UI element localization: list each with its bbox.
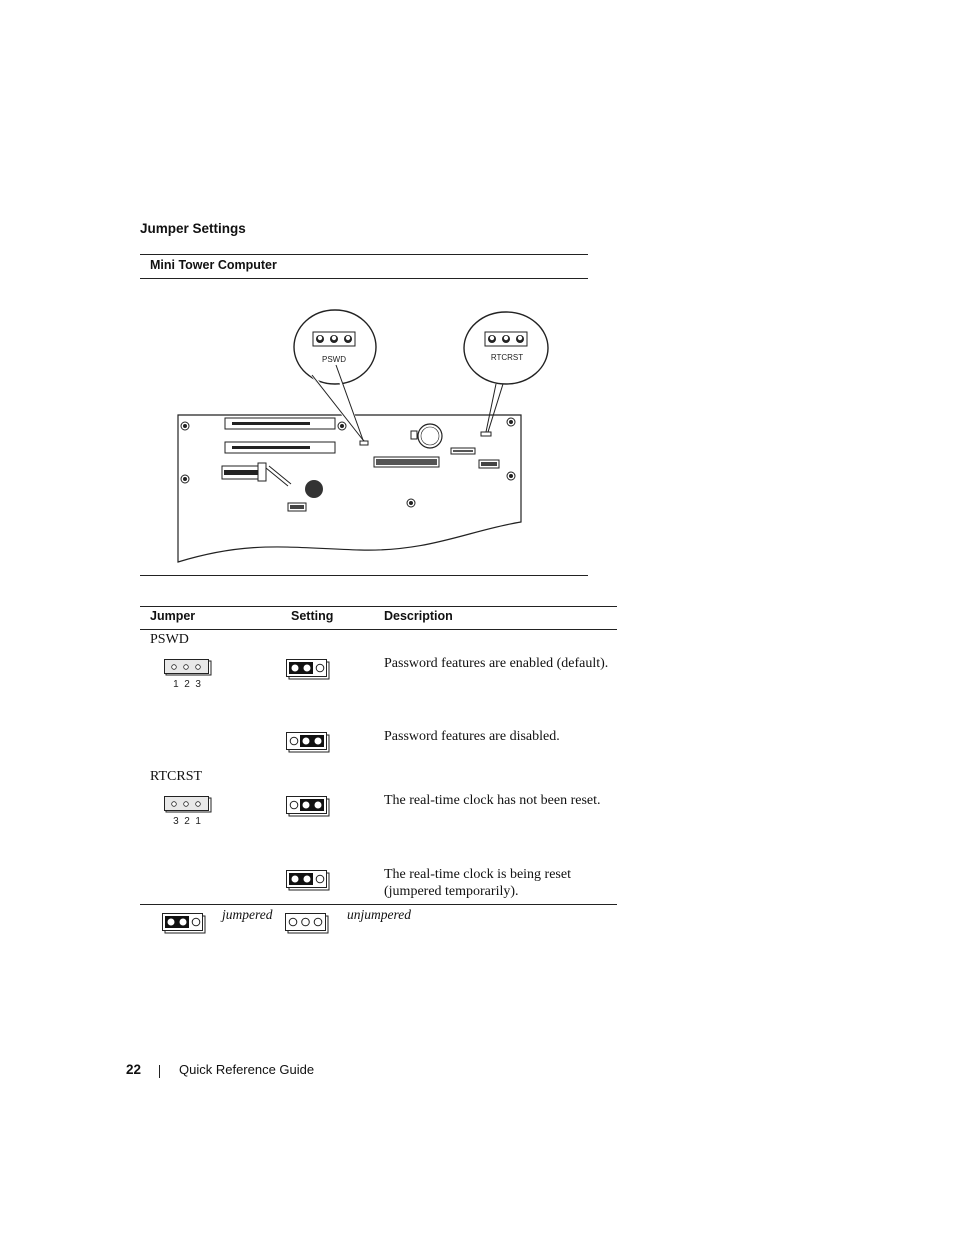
- pswd-setting-jumpered-2-3-icon: [286, 732, 332, 756]
- legend-label-unjumpered: unjumpered: [347, 907, 411, 922]
- jumper-name-pswd: PSWD: [150, 632, 189, 647]
- footer-page-number: 22: [126, 1062, 142, 1077]
- column-header-jumper: Jumper: [150, 609, 196, 623]
- legend-jumpered-icon: [162, 913, 208, 937]
- pswd-pin-numbers: 1 2 3: [173, 679, 201, 690]
- callout-label-rtcrst: RTCRST: [490, 353, 524, 362]
- pswd-setting-jumpered-1-2-icon: [286, 659, 332, 683]
- legend-unjumpered-icon: [285, 913, 331, 937]
- table-top-rule: [140, 606, 617, 607]
- pswd-description-enabled: Password features are enabled (default).: [384, 656, 609, 671]
- rtcrst-callout: [464, 312, 548, 432]
- rtcrst-pin-numbers: 3 2 1: [173, 816, 201, 827]
- pswd-description-disabled: Password features are disabled.: [384, 729, 560, 744]
- column-header-setting: Setting: [291, 609, 334, 623]
- table-bottom-rule: [140, 904, 617, 905]
- rtcrst-setting-jumpered-2-1-icon: [286, 796, 332, 820]
- jumper-name-rtcrst: RTCRST: [150, 769, 203, 784]
- callout-label-pswd: PSWD: [322, 355, 346, 364]
- rtcrst-description-being-reset: The real-time clock is being reset (jumpered temporarily).: [384, 867, 571, 899]
- pswd-pin-header-icon: [164, 659, 212, 691]
- footer-separator: [159, 1065, 160, 1078]
- rtcrst-pin-header-icon: [164, 796, 212, 828]
- figure-caption-rule: [140, 278, 588, 279]
- section-title: Jumper Settings: [140, 221, 246, 236]
- column-header-description: Description: [384, 609, 453, 623]
- figure-caption: Mini Tower Computer: [150, 258, 277, 272]
- figure-top-rule: [140, 254, 588, 255]
- rtcrst-setting-jumpered-3-2-icon: [286, 870, 332, 894]
- legend-label-jumpered: jumpered: [222, 907, 273, 922]
- footer-guide-title: Quick Reference Guide: [179, 1062, 315, 1077]
- motherboard-diagram: [170, 300, 550, 570]
- table-header-rule: [140, 629, 617, 630]
- figure-bottom-rule: [140, 575, 588, 576]
- rtcrst-description-not-reset: The real-time clock has not been reset.: [384, 793, 601, 808]
